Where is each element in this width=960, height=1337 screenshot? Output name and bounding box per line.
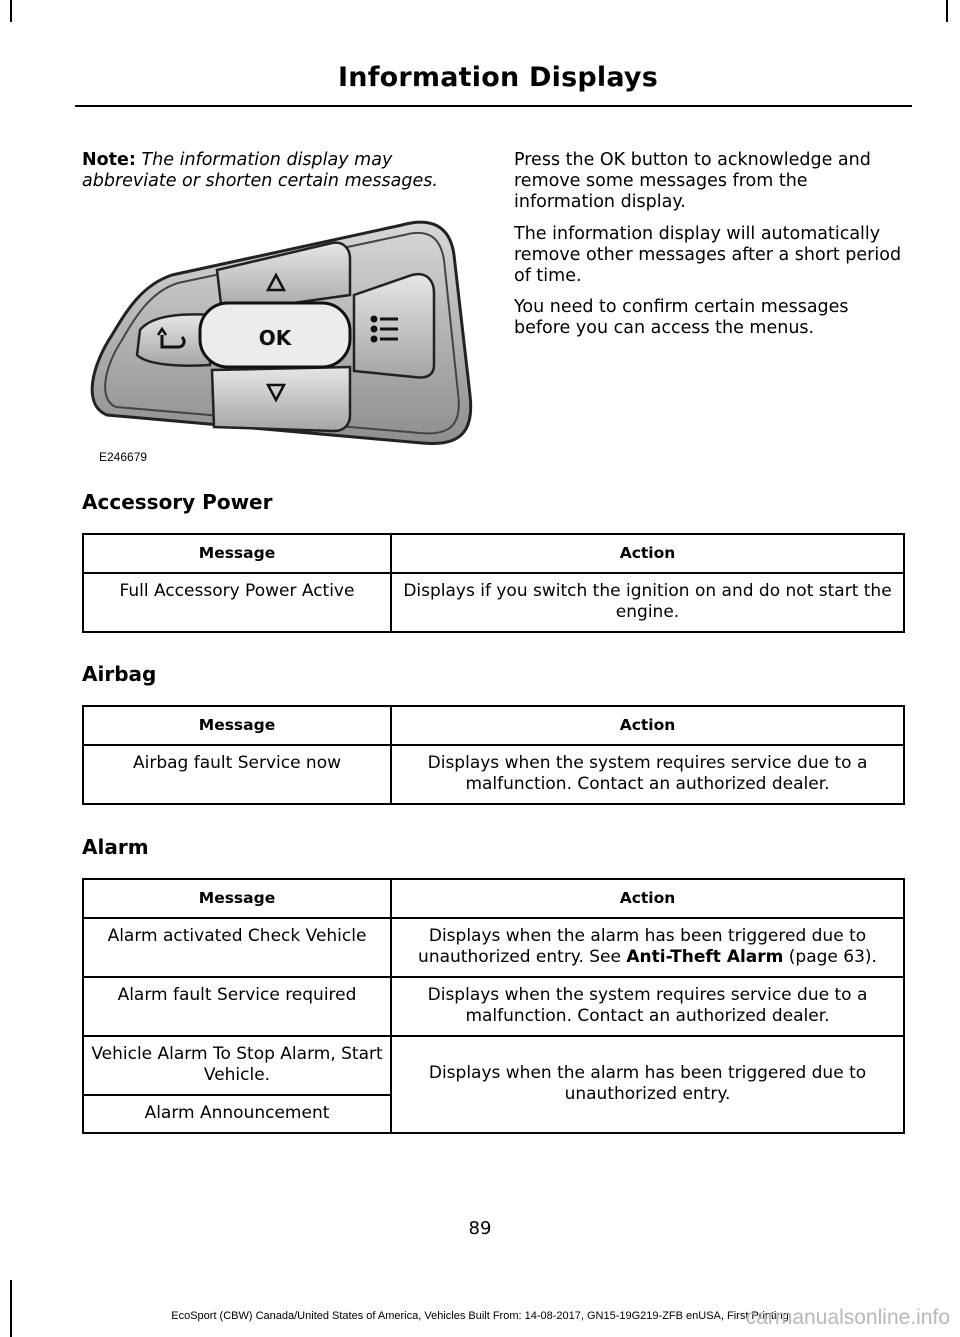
watermark: carmanualsonline.info <box>745 1306 950 1329</box>
menu-button <box>354 274 434 377</box>
column-header-action: Action <box>391 534 904 573</box>
message-cell: Alarm Announcement <box>83 1095 391 1133</box>
figure-id: E246679 <box>99 450 148 464</box>
table-row <box>83 1036 904 1095</box>
note-text: The information display may abbreviate or shorten certain messages. <box>82 150 438 191</box>
message-cell: Alarm activated Check Vehicle <box>83 918 391 977</box>
column-header-message: Message <box>83 706 391 745</box>
crop-mark <box>10 0 12 22</box>
column-header-message: Message <box>83 879 391 918</box>
alarm-table <box>82 878 905 1134</box>
column-header-action: Action <box>391 879 904 918</box>
column-header-action: Action <box>391 706 904 745</box>
action-cell: Displays if you switch the ignition on and do not start the engine. <box>391 573 904 632</box>
table-header-row <box>83 879 904 918</box>
message-cell: Airbag fault Service now <box>83 745 391 804</box>
crop-mark <box>946 0 948 22</box>
table-header-row <box>83 706 904 745</box>
section-title-alarm: Alarm <box>82 835 149 859</box>
action-cell <box>391 918 904 977</box>
action-text: Displays when the alarm has been triggered due to unauthorized entry. See <box>418 926 867 967</box>
section-title-accessory-power: Accessory Power <box>82 490 273 514</box>
action-cell: Displays when the alarm has been triggered due to unauthorized entry. <box>391 1036 904 1133</box>
page-number: 89 <box>468 1218 492 1239</box>
table-header-row <box>83 534 904 573</box>
action-cell: Displays when the system requires service due to a malfunction. Contact an authorized dealer. <box>391 745 904 804</box>
page-title: Information Displays <box>338 62 658 93</box>
table-row <box>83 918 904 977</box>
body-paragraph: You need to confirm certain messages before you can access the menus. <box>514 297 849 338</box>
header-rule <box>75 105 912 107</box>
down-button <box>212 367 350 431</box>
table-row <box>83 573 904 632</box>
body-paragraph: The information display will automatically remove other messages after a short period of time. <box>514 224 902 286</box>
note-paragraph <box>82 150 462 192</box>
note-label: Note: <box>82 150 136 170</box>
table-row <box>83 977 904 1036</box>
crop-mark <box>10 1280 12 1337</box>
column-header-message: Message <box>83 534 391 573</box>
message-cell: Alarm fault Service required <box>83 977 391 1036</box>
message-cell: Full Accessory Power Active <box>83 573 391 632</box>
cross-reference-link[interactable]: Anti-Theft Alarm <box>626 947 784 967</box>
body-paragraph: Press the OK button to acknowledge and remove some messages from the information display. <box>514 150 871 212</box>
message-cell: Vehicle Alarm To Stop Alarm, Start Vehicle. <box>83 1036 391 1095</box>
steering-wheel-control-illustration <box>82 215 477 450</box>
footer-text: EcoSport (CBW) Canada/United States of America, Vehicles Built From: 14-08-2017, GN15-19G219-ZFB enUSA, First Printing <box>171 1310 789 1322</box>
airbag-table <box>82 705 905 805</box>
accessory-power-table <box>82 533 905 633</box>
ok-button-label: OK <box>258 326 292 350</box>
section-title-airbag: Airbag <box>82 662 157 686</box>
action-cell: Displays when the system requires service due to a malfunction. Contact an authorized dealer. <box>391 977 904 1036</box>
table-row <box>83 745 904 804</box>
action-text: (page 63). <box>783 947 877 967</box>
